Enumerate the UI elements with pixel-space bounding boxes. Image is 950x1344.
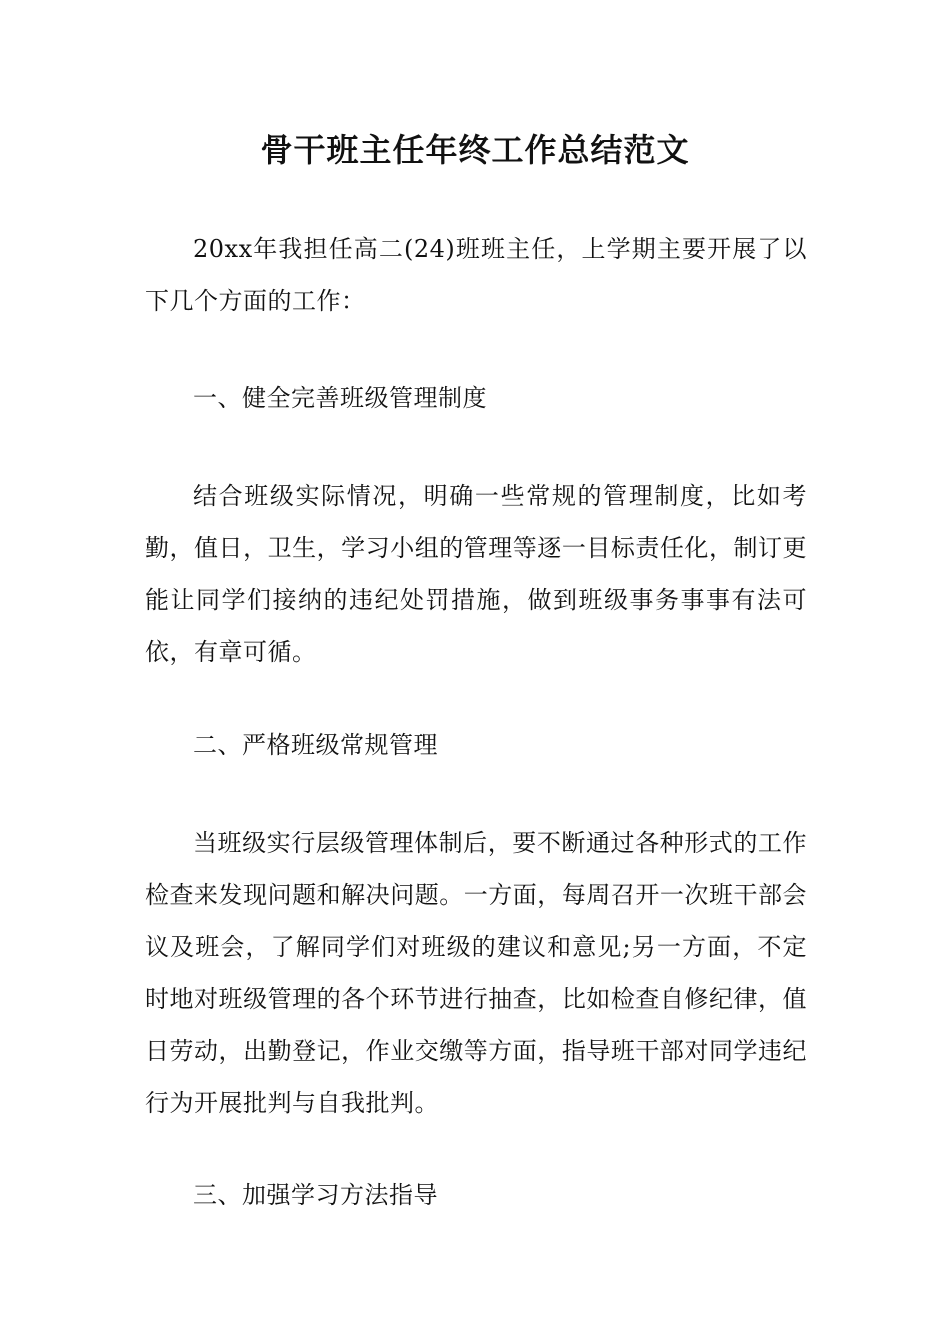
section-3-heading: 三、加强学习方法指导 <box>193 1181 438 1209</box>
section-2-body: 当班级实行层级管理体制后，要不断通过各种形式的工作检查来发现问题和解决问题。一方面，每周召开一次班干部会议及班会，了解同学们对班级的建议和意见;另一方面，不定时地对班级管理的各个环节进行抽查，比如检查自修纪律，值日劳动，出勤登记，作业交缴等方面，指导班干部对同学违纪行为开展批判与自我批判。 <box>145 829 807 1117</box>
section-1-heading: 一、健全完善班级管理制度 <box>193 384 487 412</box>
document-title: 骨干班主任年终工作总结范文 <box>260 131 690 169</box>
section-2-heading: 二、严格班级常规管理 <box>193 731 438 759</box>
section-1-body: 结合班级实际情况，明确一些常规的管理制度，比如考勤，值日，卫生，学习小组的管理等逐一目标责任化，制订更能让同学们接纳的违纪处罚措施，做到班级事务事事有法可依，有章可循。 <box>145 482 807 666</box>
intro-paragraph: 20xx年我担任高二(24)班班主任，上学期主要开展了以下几个方面的工作： <box>145 235 807 315</box>
